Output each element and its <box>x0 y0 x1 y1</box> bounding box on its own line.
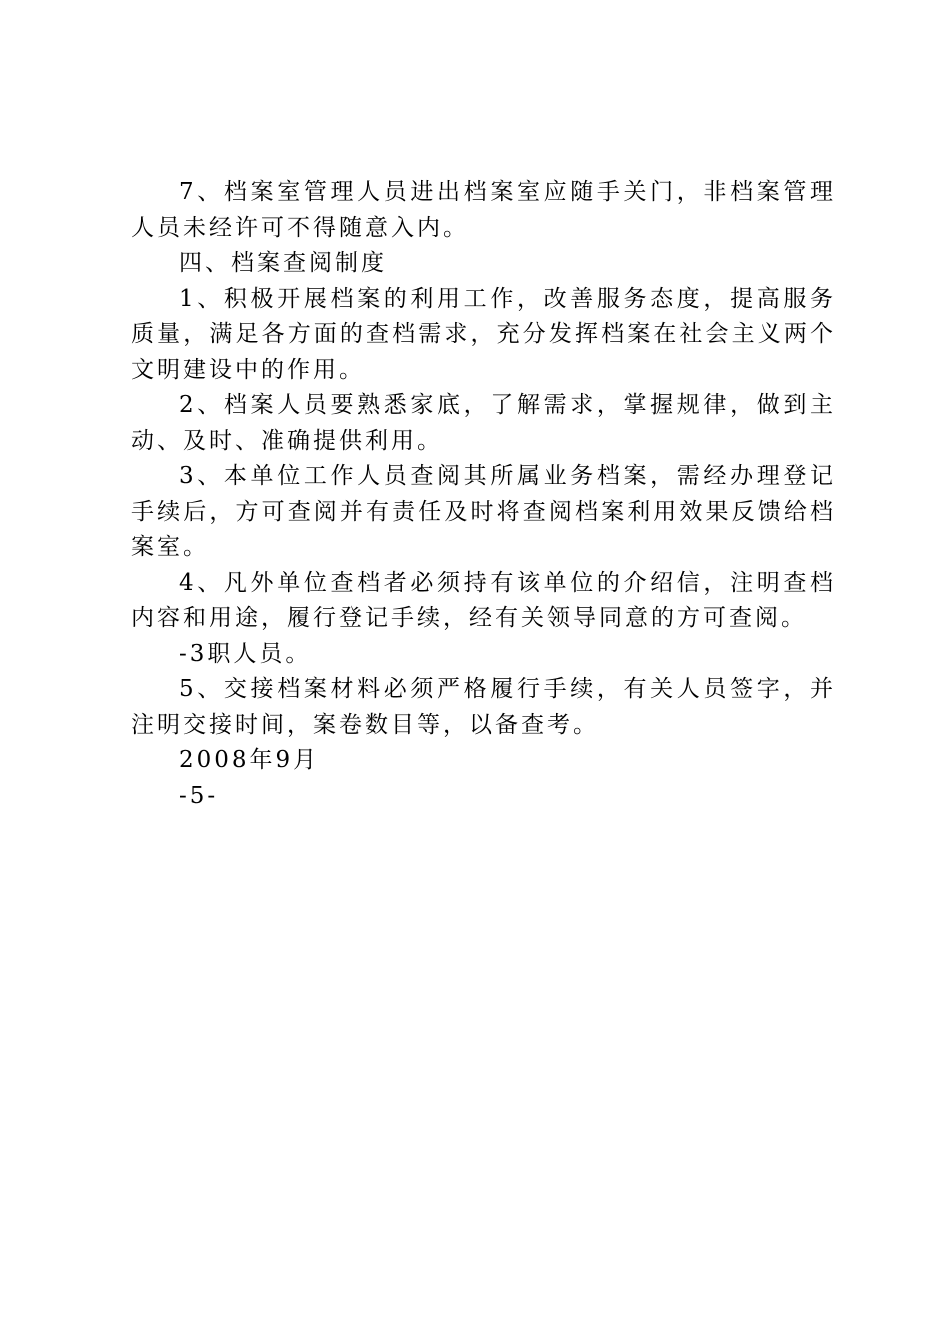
document-date: 2008年9月 <box>179 747 320 773</box>
rule-2-paragraph: 2、档案人员要熟悉家底，了解需求，掌握规律，做到主动、及时、准确提供利用。 <box>131 392 836 454</box>
rule-3-paragraph: 3、本单位工作人员查阅其所属业务档案，需经办理登记手续后，方可查阅并有责任及时将查阅档案利用效果反馈给档案室。 <box>131 463 836 560</box>
page-number: -5- <box>179 782 219 809</box>
page-fragment-text: -3职人员。 <box>179 640 312 667</box>
rule-5-paragraph: 5、交接档案材料必须严格履行手续，有关人员签字，并注明交接时间，案卷数目等，以备查考。 <box>131 676 836 738</box>
rule-1-paragraph: 1、积极开展档案的利用工作，改善服务态度，提高服务质量，满足各方面的查档需求，充分发挥档案在社会主义两个文明建设中的作用。 <box>131 285 836 383</box>
rule-7-paragraph: 7、档案室管理人员进出档案室应随手关门，非档案管理人员未经许可不得随意入内。 <box>131 179 836 241</box>
section-heading: 四、档案查阅制度 <box>179 250 387 276</box>
rule-4-paragraph: 4、凡外单位查档者必须持有该单位的介绍信，注明查档内容和用途，履行登记手续，经有关领导同意的方可查阅。 <box>131 569 836 631</box>
document-body <box>131 175 836 814</box>
